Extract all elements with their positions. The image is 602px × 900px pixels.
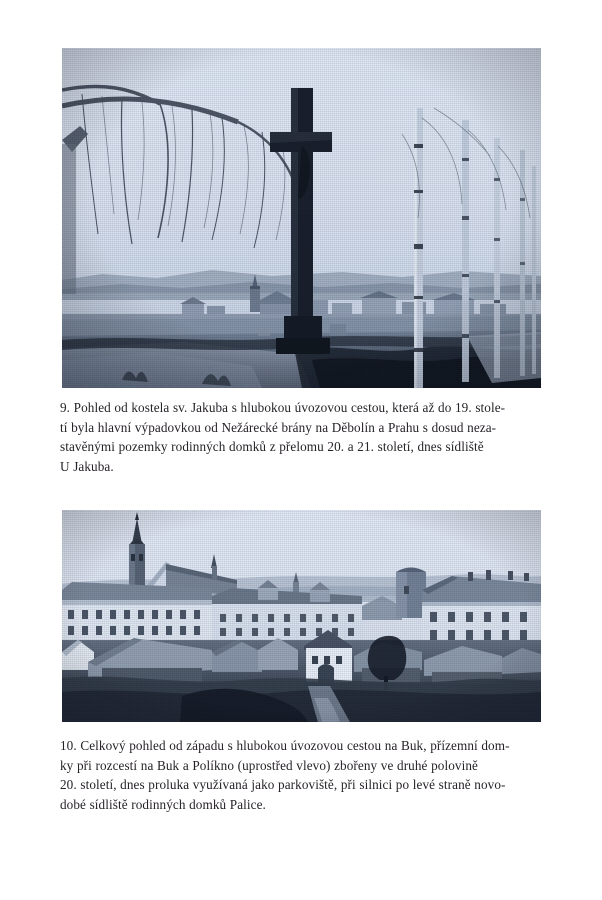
- caption-10-line-1: 10. Celkový pohled od západu s hlubokou úvozovou cestou na Buk, přízemní dom-: [60, 738, 510, 753]
- caption-10-line-3: 20. století, dnes proluka využívaná jako parkoviště, při silnici po levé straně novo-: [60, 777, 506, 793]
- caption-10-line-2: ky při rozcestí na Buk a Políkno (uprostřed vlevo) zbořeny ve druhé polovině: [60, 757, 478, 773]
- caption-9-line-4: U Jakuba.: [60, 458, 114, 474]
- photo-9-artwork: [62, 48, 541, 388]
- photo-church-st-jakub-sunken-road: [62, 48, 541, 388]
- figure-9-caption: [60, 398, 544, 476]
- figure-10: [62, 510, 541, 722]
- figure-10-caption: [60, 736, 544, 814]
- photo-10-artwork: [62, 510, 541, 722]
- caption-9-line-2: tí byla hlavní výpadovkou od Nežárecké brány na Děbolín a Prahu s dosud neza-: [60, 419, 497, 435]
- figure-9: [62, 48, 541, 388]
- caption-9-line-3: stavěnými pozemky rodinných domků z přelomu 20. a 21. století, dnes sídliště: [60, 439, 484, 455]
- caption-10-line-4: dobé sídliště rodinných domků Palice.: [60, 796, 266, 812]
- caption-9-line-1: 9. Pohled od kostela sv. Jakuba s hlubokou úvozovou cestou, která až do 19. stole-: [60, 400, 506, 415]
- photo-town-panorama-from-west: [62, 510, 541, 722]
